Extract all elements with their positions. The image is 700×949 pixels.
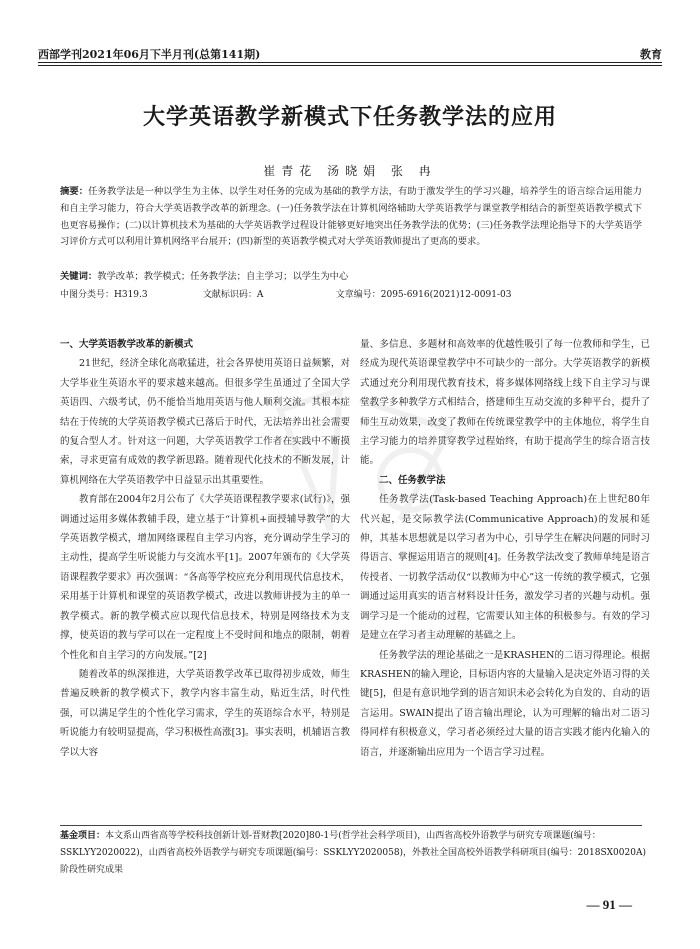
authors: 崔青花 汤晓娟 张 冉	[263, 164, 437, 178]
classification-line	[60, 288, 642, 302]
clc-number: 中图分类号：H319.3	[60, 290, 148, 300]
keywords-label: 关键词：	[60, 271, 98, 282]
section-header: 教育	[640, 48, 662, 61]
section-heading-2: 二、任务教学法	[379, 474, 446, 486]
paragraph: 21世纪，经济全球化高歌猛进，社会各界使用英语日益频繁，对大学毕业生英语水平的要求越来越高。但很多学生虽通过了全国大学英语四、六级考试，仍不能恰当地用英语与他人顺利交流。其根本症结在于传统的大学英语教学模式已落后于时代，无法培养出社会需要的复合型人才。针对这一问题，大学英语教学工作者在实践中不断摸索，寻求更富有成效的教学新思路。随着现代化技术的不断发展，计算机网络在大学英语教学中日益显示出其重要性。	[60, 358, 350, 486]
header-rule-thin	[38, 65, 662, 66]
paragraph: 随着改革的纵深推进，大学英语教学改革已取得初步成效，师生普遍反映新的教学模式下，教学内容丰富生动，贴近生活，时代性强，可以满足学生的个性化学习需求，学生的英语综合水平，特别是听说能力有较明显提高，学习积极性高涨[3]。事实表明，机辅语言教学以大容	[60, 668, 350, 758]
left-column	[60, 335, 350, 762]
paragraph: 量、多信息、多题材和高效率的优越性吸引了每一位教师和学生，已经成为现代英语课堂教学中不可缺少的一部分。大学英语教学的新模式通过充分利用现代教育技术，将多媒体网络线上线下自主学习与课堂教学多种教学方式相结合，搭建师生互动交流的多种平台，提升了师生互动效果，改变了教师在传统课堂教学中的主体地位，将学生自主学习能力的培养贯穿教学过程始终，有助于提高学生的综合语言技能。	[360, 339, 650, 467]
paragraph: 教育部在2004年2月公布了《大学英语课程教学要求(试行)》，强调通过运用多媒体教辅手段，建立基于“计算机+面授辅导教学”的大学英语教学模式，增加网络课程自主学习内容，充分调动学生学习的主动性，提高学生听说能力与交流水平[1]。2007年颁布的《大学英语课程教学要求》再次强调：“各高等学校应充分利用现代信息技术，采用基于计算机和课堂的英语教学模式，改进以教师讲授为主的单一教学模式。新的教学模式应以现代信息技术，特别是网络技术为支撑，使英语的教与学可以在一定程度上不受时间和地点的限制，朝着个性化和自主学习的方向发展。”[2]	[60, 494, 350, 661]
paragraph: 任务教学法(Task-based Teaching Approach)在上世纪80年代兴起，是交际教学法(Communicative Approach)的发展和延伸，其基本思想就是以学习者为中心，引导学生在解决问题的同时习得语言、掌握运用语言的规则[4]。任务教学法改变了教师单纯是语言传授者、一切教学活动仅“以教师为中心”这一传统的教学模式，它强调通过运用真实的语言材料设计任务，激发学习者的兴趣与动机。强调学习是一个能动的过程，它需要认知主体的积极参与。有效的学习是建立在学习者主动理解的基础之上。	[360, 494, 650, 642]
header-rule	[38, 62, 662, 63]
right-column	[360, 335, 650, 762]
funding-text: 本文系山西省高等学校科技创新计划-晋财教[2020]80-1号(哲学社会科学项目)，山西省高校外语教学与研究专项课题(编号：SSKLYY2020022)，山西省高校外语教学与研究专项课题(编号：SSKLYY2020058)，外教社全国高校外语教学科研项目(编号：2018SX0020A)阶段性研究成果	[60, 831, 646, 875]
running-header	[38, 44, 662, 62]
paragraph: 任务教学法的理论基础之一是KRASHEN的二语习得理论。根据KRASHEN的输入理论，目标语内容的大量输入是决定外语习得的关键[5]，但是有意识地学到的语言知识未必会转化为自发的、自动的语言运用。SWAIN提出了语言输出理论，认为可理解的输出对二语习得同样有积极意义，学习者必须经过大量的语言实践才能内化输入的语言，并逐渐输出应用为一个语言学习过程。	[360, 649, 650, 758]
article-title: 大学英语教学新模式下任务教学法的应用	[142, 104, 557, 130]
keywords-text: 教学改革；教学模式；任务教学法；自主学习；以学生为中心	[97, 271, 349, 282]
journal-header: 西部学刊2021年06月下半月刊(总第141期)	[38, 48, 261, 61]
keywords	[60, 269, 642, 285]
page-number: — 91 —	[586, 897, 632, 912]
abstract	[60, 184, 642, 251]
funding-label: 基金项目：	[60, 831, 106, 841]
section-heading-1: 一、大学英语教学改革的新模式	[60, 339, 194, 350]
footnote-rule	[60, 825, 642, 826]
abstract-text: 任务教学法是一种以学生为主体、以学生对任务的完成为基础的教学方法，有助于激发学生的学习兴趣，培养学生的语言综合运用能力和自主学习能力，符合大学英语教学改革的新理念。(一)任务教学法在计算机网络辅助大学英语教学与课堂教学相结合的新型英语教学模式下也更容易操作；(二)以计算机技术为基础的大学英语教学过程设计能够更好地突出任务教学法的优势；(三)任务教学法理论指导下的大学英语学习评价方式可以利用计算机网络平台展开；(四)新型的英语教学模式对大学英语教师提出了更高的要求。	[60, 186, 642, 248]
article-number: 文章编号：2095-6916(2021)12-0091-03	[335, 290, 512, 300]
document-code: 文献标识码：A	[202, 290, 264, 300]
abstract-label: 摘要：	[60, 186, 89, 197]
funding-note	[60, 828, 650, 879]
